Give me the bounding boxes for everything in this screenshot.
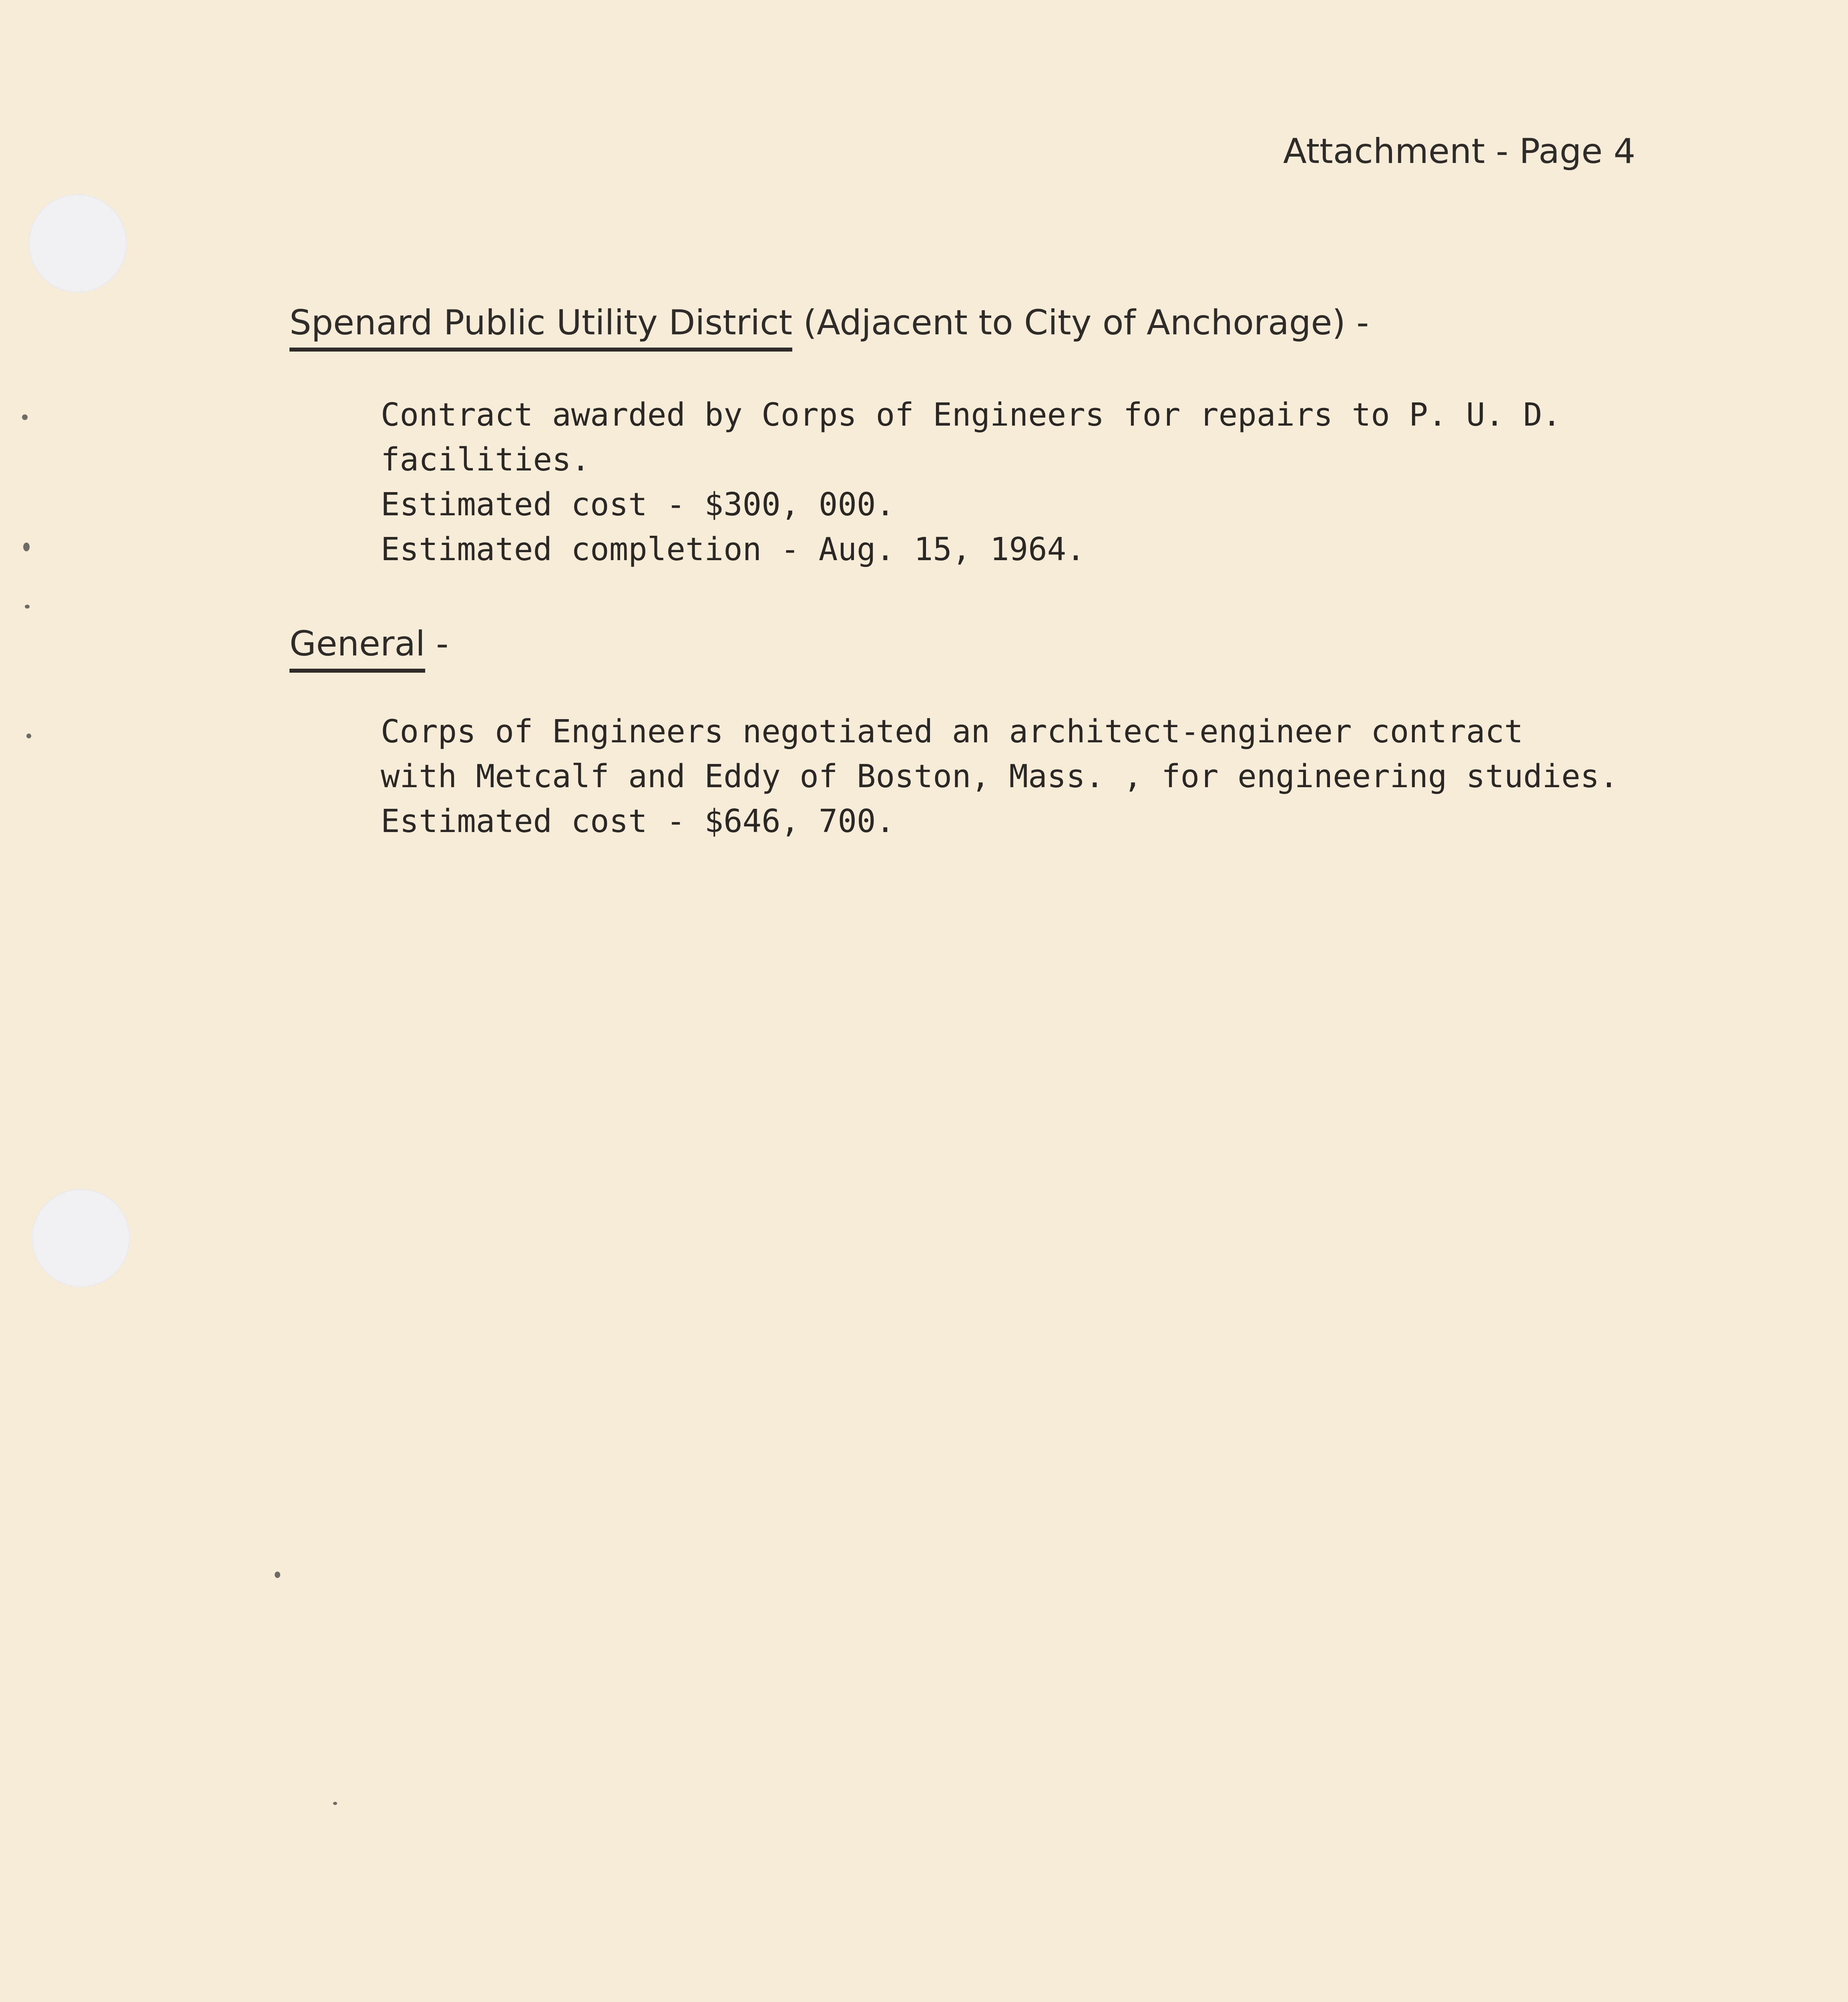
section-body-spenard: [381, 392, 1742, 572]
margin-speck: [22, 414, 28, 420]
body-line: Corps of Engineers negotiated an architect-engineer contract: [381, 713, 1523, 750]
body-line: with Metcalf and Eddy of Boston, Mass. , for engineering studies.: [381, 758, 1619, 795]
page-speck: [275, 1572, 280, 1578]
section-heading-spenard: [289, 299, 1369, 347]
page-speck: [333, 1802, 337, 1805]
section-heading-general: [289, 620, 448, 668]
margin-speck: [23, 543, 30, 551]
margin-speck: [25, 605, 30, 609]
section-heading-underlined: General: [289, 620, 425, 668]
margin-speck: [26, 734, 31, 738]
punch-hole-middle: [32, 1189, 130, 1287]
body-line: facilities.: [381, 441, 591, 478]
body-line: Estimated cost - $646, 700.: [381, 803, 895, 840]
body-line: Estimated completion - Aug. 15, 1964.: [381, 531, 1085, 568]
body-line: Contract awarded by Corps of Engineers for repairs to P. U. D.: [381, 396, 1561, 433]
attachment-page-label: Attachment - Page 4: [1283, 131, 1636, 171]
section-heading-rest: -: [425, 624, 449, 664]
body-line: Estimated cost - $300, 000.: [381, 486, 895, 523]
section-heading-underlined: Spenard Public Utility District: [289, 299, 792, 347]
punch-hole-top: [28, 194, 127, 293]
section-body-general: [381, 709, 1742, 844]
section-heading-rest: (Adjacent to City of Anchorage) -: [792, 303, 1369, 343]
